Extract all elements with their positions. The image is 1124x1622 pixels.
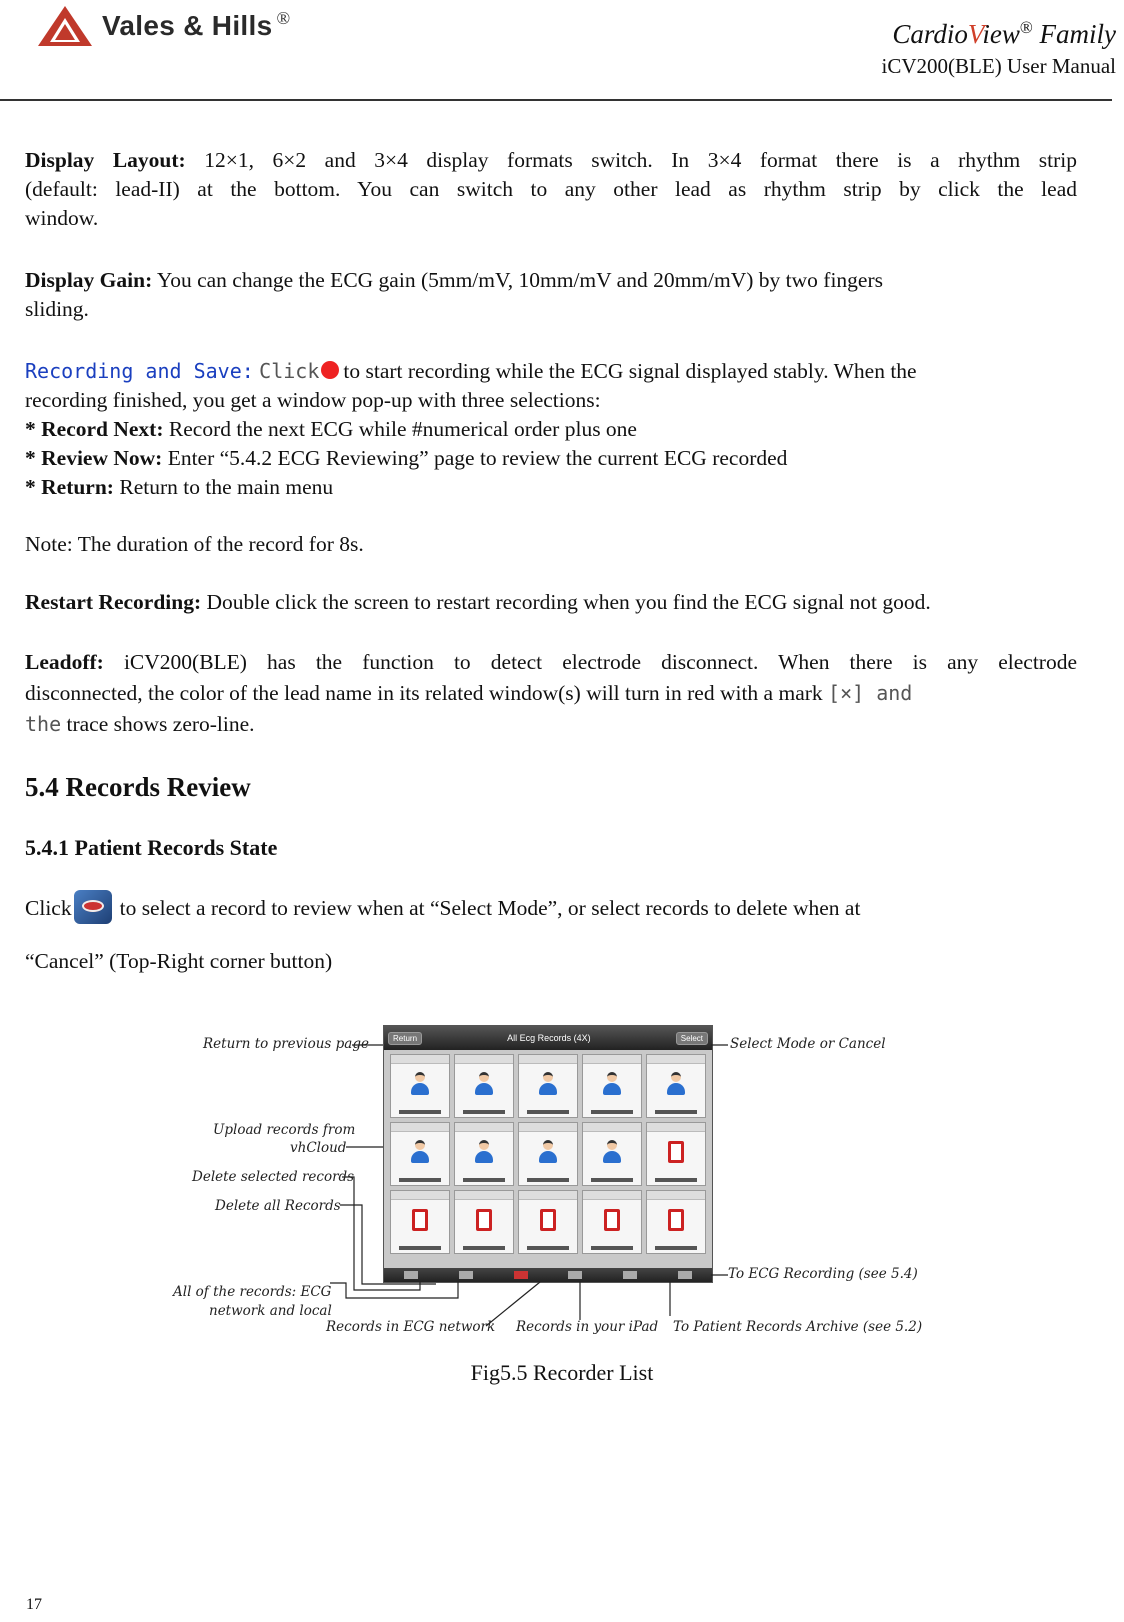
- section-heading: 5.4 Records Review: [25, 772, 251, 802]
- records-state-line2: “Cancel” (Top-Right corner button): [25, 949, 333, 973]
- screenshot-title: All Ecg Records (4X): [507, 1033, 591, 1043]
- display-gain-line2: sliding.: [25, 297, 89, 321]
- screenshot-select-button: Select: [676, 1032, 708, 1045]
- annotation-upload-1: Upload records from: [213, 1122, 356, 1138]
- annotation-all-records-2: network and local: [209, 1303, 332, 1319]
- annotation-upload-2: vhCloud: [290, 1140, 347, 1156]
- manual-title: iCV200(BLE) User Manual: [881, 54, 1116, 78]
- subsection-heading: 5.4.1 Patient Records State: [25, 835, 278, 860]
- recording-line2: recording finished, you get a window pop-up with three selections:: [25, 388, 601, 412]
- figure-caption: Fig5.5 Recorder List: [470, 1360, 654, 1385]
- annotation-all-records-1: All of the records: ECG: [173, 1284, 332, 1300]
- display-layout-line2: (default: lead-II) at the bottom. You can switch to any other lead as rhythm strip by click the lead: [25, 177, 1077, 201]
- restart-recording-text: Restart Recording: Double click the screen to restart recording when you find the ECG signal not good.: [25, 590, 931, 614]
- annotation-return-prev: Return to previous page: [203, 1036, 369, 1052]
- note-text: Note: The duration of the record for 8s.: [25, 532, 364, 556]
- review-now-item: * Review Now: Enter “5.4.2 ECG Reviewing” page to review the current ECG recorded: [25, 446, 788, 470]
- brand-registered-mark: ®: [276, 8, 291, 28]
- annotation-delete-selected: Delete selected records: [192, 1169, 355, 1185]
- leadoff-line1: Leadoff: iCV200(BLE) has the function to detect electrode disconnect. When there is any electrode: [25, 650, 1078, 674]
- annotation-to-archive: To Patient Records Archive (see 5.2): [673, 1319, 923, 1335]
- annotation-to-recording: To ECG Recording (see 5.4): [728, 1266, 918, 1282]
- records-state-line1: Click to select a record to review when at “Select Mode”, or select records to delete when at: [25, 890, 1077, 924]
- display-layout-line3: window.: [25, 206, 99, 230]
- annotation-records-network: Records in ECG network: [326, 1319, 496, 1335]
- display-gain-line1: Display Gain: You can change the ECG gain (5mm/mV, 10mm/mV and 20mm/mV) by two fingers: [25, 268, 883, 292]
- display-layout-line1: Display Layout: 12×1, 6×2 and 3×4 display formats switch. In 3×4 format there is a rhythm strip: [25, 148, 1078, 172]
- leadoff-line2: disconnected, the color of the lead name in its related window(s) will turn in red with a mark [×] and: [25, 681, 913, 705]
- annotation-records-ipad: Records in your iPad: [516, 1319, 659, 1335]
- annotation-select-mode: Select Mode or Cancel: [730, 1036, 886, 1052]
- annotation-delete-all: Delete all Records: [215, 1198, 341, 1214]
- recording-line1: Recording and Save: Click to start recording while the ECG signal displayed stably. When the: [25, 359, 917, 383]
- brand-name: Vales & Hills: [102, 10, 273, 41]
- screenshot-return-button: Return: [388, 1032, 422, 1045]
- leadoff-line3: the trace shows zero-line.: [25, 712, 255, 736]
- return-item: * Return: Return to the main menu: [25, 475, 334, 499]
- page-number: 17: [26, 1596, 42, 1613]
- record-next-item: * Record Next: Record the next ECG while #numerical order plus one: [25, 417, 637, 441]
- product-family: CardioView® Family: [892, 18, 1116, 49]
